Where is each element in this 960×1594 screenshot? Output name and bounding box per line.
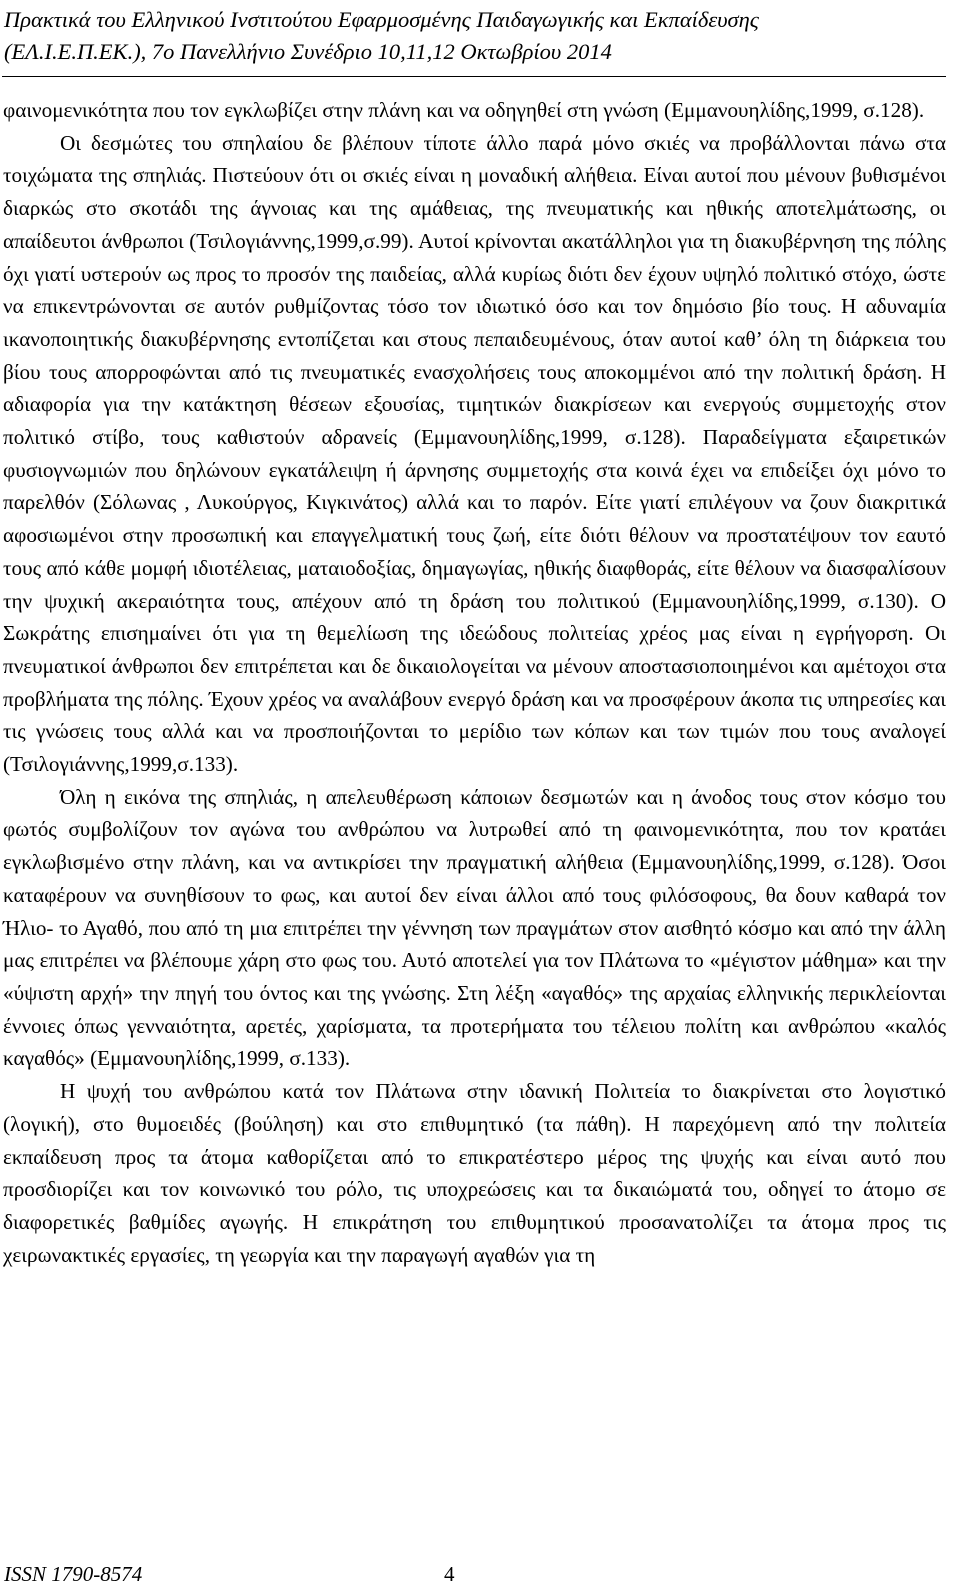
body-text	[3, 94, 946, 1271]
header-line-2: (ΕΛ.Ι.Ε.Π.ΕΚ.), 7ο Πανελλήνιο Συνέδριο 10,11,12 Οκτωβρίου 2014	[4, 39, 612, 64]
header-line-1: Πρακτικά του Ελληνικού Ινστιτούτου Εφαρμοσμένης Παιδαγωγικής και Εκπαίδευσης	[4, 7, 759, 32]
issn-label: ISSN 1790-8574	[4, 1562, 143, 1586]
running-header	[4, 4, 944, 68]
paragraph: φαινομενικότητα που τον εγκλωβίζει στην πλάνη και να οδηγηθεί στη γνώση (Εμμανουηλίδης,1999, σ.128).	[3, 98, 925, 122]
paragraph: Όλη η εικόνα της σπηλιάς, η απελευθέρωση κάποιων δεσμωτών και η άνοδος τους στον κόσμο του φωτός συμβολίζουν τον αγώνα του ανθρώπου να λυτρωθεί από τη φαινομενικότητα, που τον κρατάει εγκλωβισμένο στην πλάνη, και να αντικρίσει την πραγματική αλήθεια (Εμμανουηλίδης,1999, σ.128). Όσοι καταφέρουν να συνηθίσουν το φως, και αυτοί δεν είναι άλλοι από τους φιλόσοφους, θα δουν καθαρά τον Ήλιο- το Αγαθό, που από τη μια επιτρέπει την γέννηση των πραγμάτων στον αισθητό κόσμο και από την άλλη μας επιτρέπει να βλέπουμε χάρη στο φως του. Αυτό αποτελεί για τον Πλάτωνα το «μέγιστον μάθημα» και την «ύψιστη αρχή» την πηγή του όντος και της γνώσης. Στη λέξη «αγαθός» της αρχαίας ελληνικής περικλείονται έννοιες όπως γενναιότητα, αρετές, χαρίσματα, τα προτερήματα του τέλειου πολίτη και ανθρώπου «καλός καγαθός» (Εμμανουηλίδης,1999, σ.133).	[3, 784, 946, 1071]
page-number: 4	[444, 1562, 455, 1586]
paragraph: Η ψυχή του ανθρώπου κατά τον Πλάτωνα στην ιδανική Πολιτεία το διακρίνεται στο λογιστικό (λογική), στο θυμοειδές (βούληση) και στο επιθυμητικό (τα πάθη). Η παρεχόμενη από την πολιτεία εκπαίδευση προς τα άτομα καθορίζεται από το επικρατέστερο μέρος της ψυχής και είναι αυτό που προσδιορίζει και τον κοινωνικό του ρόλο, τις υποχρεώσεις και τα δικαιώματά του, οδηγεί το άτομο σε διαφορετικές βαθμίδες αγωγής. Η επικράτηση του επιθυμητικού προσανατολίζει τα άτομα προς τις χειρωνακτικές εργασίες, τη γεωργία και την παραγωγή αγαθών για τη	[3, 1079, 946, 1267]
paragraph: Οι δεσμώτες του σπηλαίου δε βλέπουν τίποτε άλλο παρά μόνο σκιές να προβάλλονται πάνω στα τοιχώματα της σπηλιάς. Πιστεύουν ότι οι σκιές είναι η μοναδική αλήθεια. Είναι αυτοί που μένουν βυθισμένοι διαρκώς στο σκοτάδι της άγνοιας και της αμάθειας, της πνευματικής και ηθικής αποτελμάτωσης, οι απαίδευτοι άνθρωποι (Τσιλογιάννης,1999,σ.99). Αυτοί κρίνονται ακατάλληλοι για τη διακυβέρνηση της πόλης όχι γιατί υστερούν ως προς το προσόν της παιδείας, αλλά κυρίως διότι δεν έχουν υψηλό πολιτικό στόχο, ώστε να επικεντρώνονται σε αυτόν ρυθμίζοντας τόσο τον ιδιωτικό όσο και τον δημόσιο βίο τους. Η αδυναμία ικανοποιητικής διακυβέρνησης εντοπίζεται και στους πεπαιδευμένους, όταν αυτοί καθ’ όλη τη διάρκεια του βίου τους απορροφώνται από τις πνευματικές ενασχολήσεις τους αποκομμένοι από την πολιτική δράση. Η αδιαφορία για την κατάκτηση θέσεων εξουσίας, τιμητικών διακρίσεων και ενεργούς συμμετοχής στον πολιτικό στίβο, τους καθιστούν αδρανείς (Εμμανουηλίδης,1999, σ.128). Παραδείγματα εξαιρετικών φυσιογνωμιών που δηλώνουν εγκατάλειψη ή άρνησης συμμετοχής στα κοινά έχει να επιδείξει όχι μόνο το παρελθόν (Σόλωνας , Λυκούργος, Κιγκινάτος) αλλά και το παρόν. Είτε γιατί επιλέγουν να ζουν διακριτικά αφοσιωμένοι στην προσωπική και επαγγελματική τους ζωή, είτε διότι θέλουν να προστατέψουν τον εαυτό τους από κάθε μομφή ιδιοτέλειας, ματαιοδοξίας, δημαγωγίας, ηθικής διαφθοράς, είτε θέλουν να διασφαλίσουν την ψυχική ακεραιότητα τους, απέχουν από τη δράση του πολιτικού (Εμμανουηλίδης,1999, σ.130). Ο Σωκράτης επισημαίνει ότι για τη θεμελίωση της ιδεώδους πολιτείας χρέος μας είναι η εγρήγορση. Οι πνευματικοί άνθρωποι δεν επιτρέπεται και δε δικαιολογείται να μένουν αποστασιοποιημένοι και αμέτοχοι στα προβλήματα της πόλης. Έχουν χρέος να αναλάβουν ενεργό δράση και να προσφέρουν άκοπα τις υπηρεσίες και τις γνώσεις τους αλλά και να προσποιήζονται το μερίδιο των κόπων και των τιμών που τους αναλογεί (Τσιλογιάννης,1999,σ.133).	[3, 130, 946, 777]
running-footer	[4, 1558, 944, 1592]
header-divider	[2, 76, 946, 77]
